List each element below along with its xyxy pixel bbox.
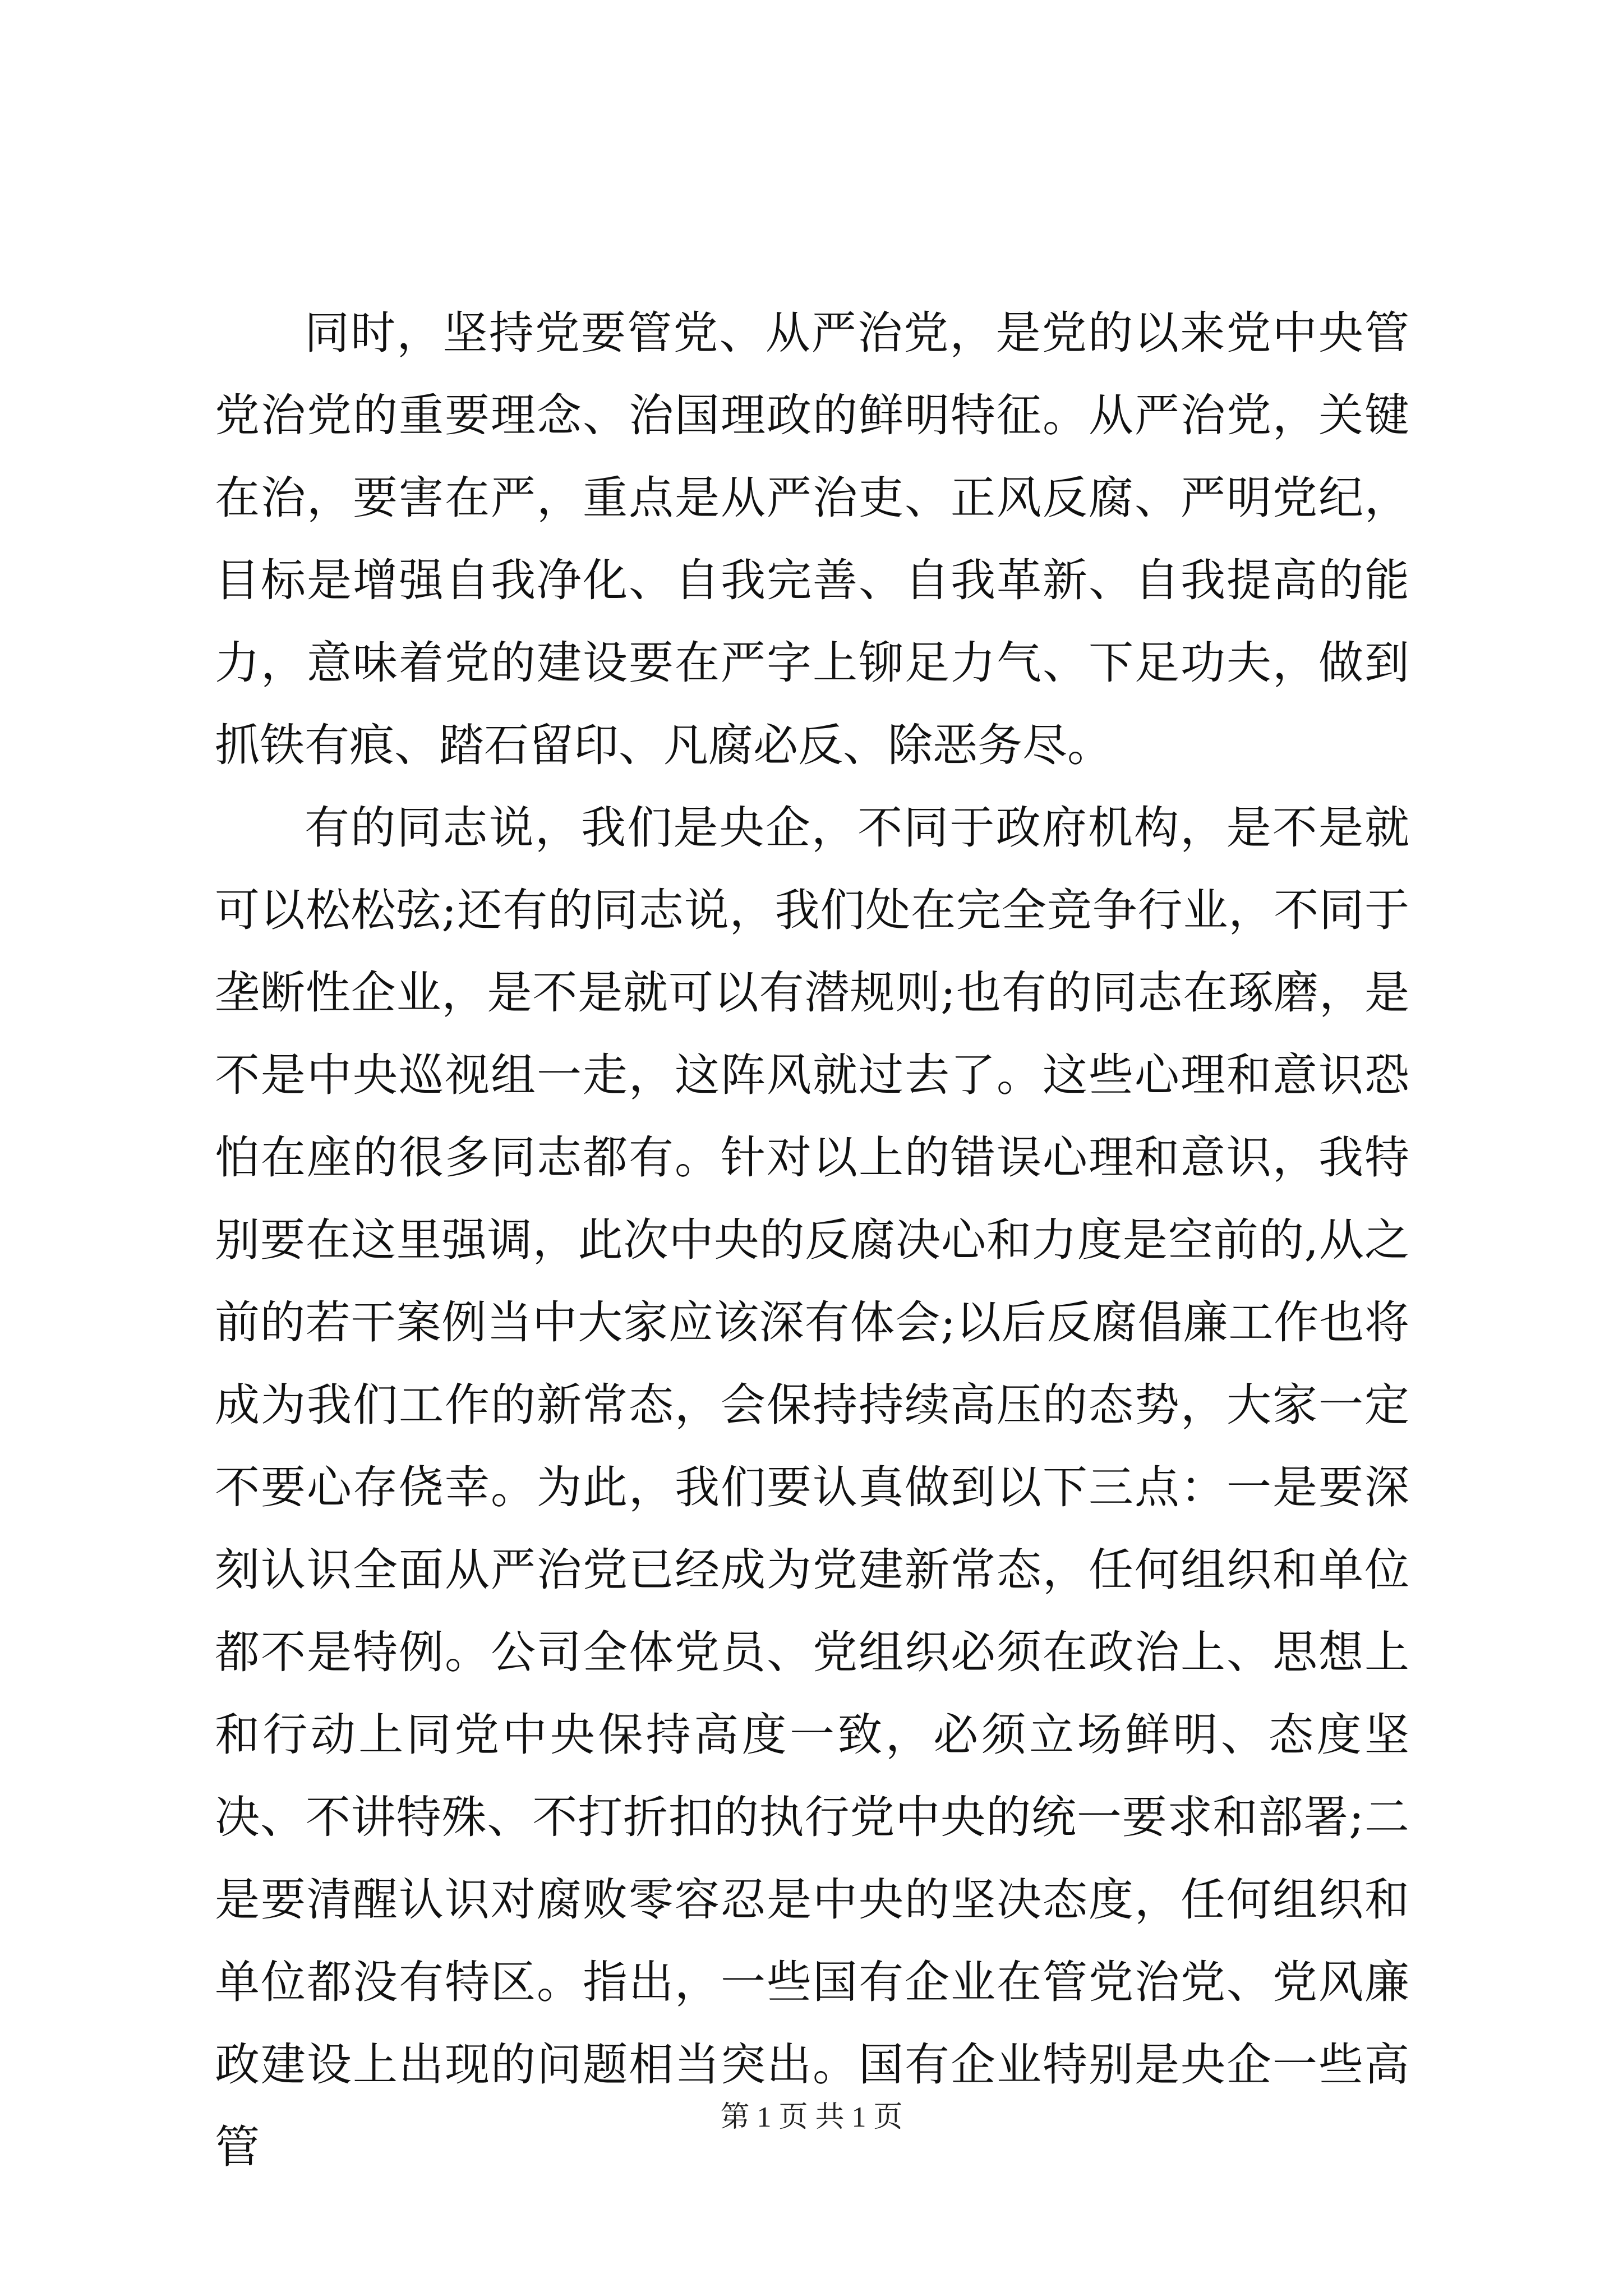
paragraph-2: 有的同志说，我们是央企，不同于政府机构，是不是就可以松松弦;还有的同志说，我们处在完全竞争行业，不同于垄断性企业，是不是就可以有潜规则;也有的同志在琢磨，是不是中央巡视组一走，这阵风就过去了。这些心理和意识恐怕在座的很多同志都有。针对以上的错误心理和意识，我特别要在这里强调，此次中央的反腐决心和力度是空前的,从之前的若干案例当中大家应该深有体会;以后反腐倡廉工作也将成为我们工作的新常态，会保持持续高压的态势，大家一定不要心存侥幸。为此，我们要认真做到以下三点：一是要深刻认识全面从严治党已经成为党建新常态，任何组织和单位都不是特例。公司全体党员、党组织必须在政治上、思想上和行动上同党中央保持高度一致，必须立场鲜明、态度坚决、不讲特殊、不打折扣的执行党中央的统一要求和部署;二是要清醒认识对腐败零容忍是中央的坚决态度，任何组织和单位都没有特区。指出，一些国有企业在管党治党、党风廉政建设上出现的问题相当突出。国有企业特别是央企一些高管 [215, 802, 1409, 2173]
document-body [215, 292, 1409, 2188]
page-footer: 第 1 页 共 1 页 [720, 2101, 903, 2133]
paragraph-1: 同时，坚持党要管党、从严治党，是党的以来党中央管党治党的重要理念、治国理政的鲜明特征。从严治党，关键在治，要害在严，重点是从严治吏、正风反腐、严明党纪，目标是增强自我净化、自我完善、自我革新、自我提高的能力，意味着党的建设要在严字上铆足力气、下足功夫，做到抓铁有痕、踏石留印、凡腐必反、除恶务尽。 [215, 307, 1409, 771]
